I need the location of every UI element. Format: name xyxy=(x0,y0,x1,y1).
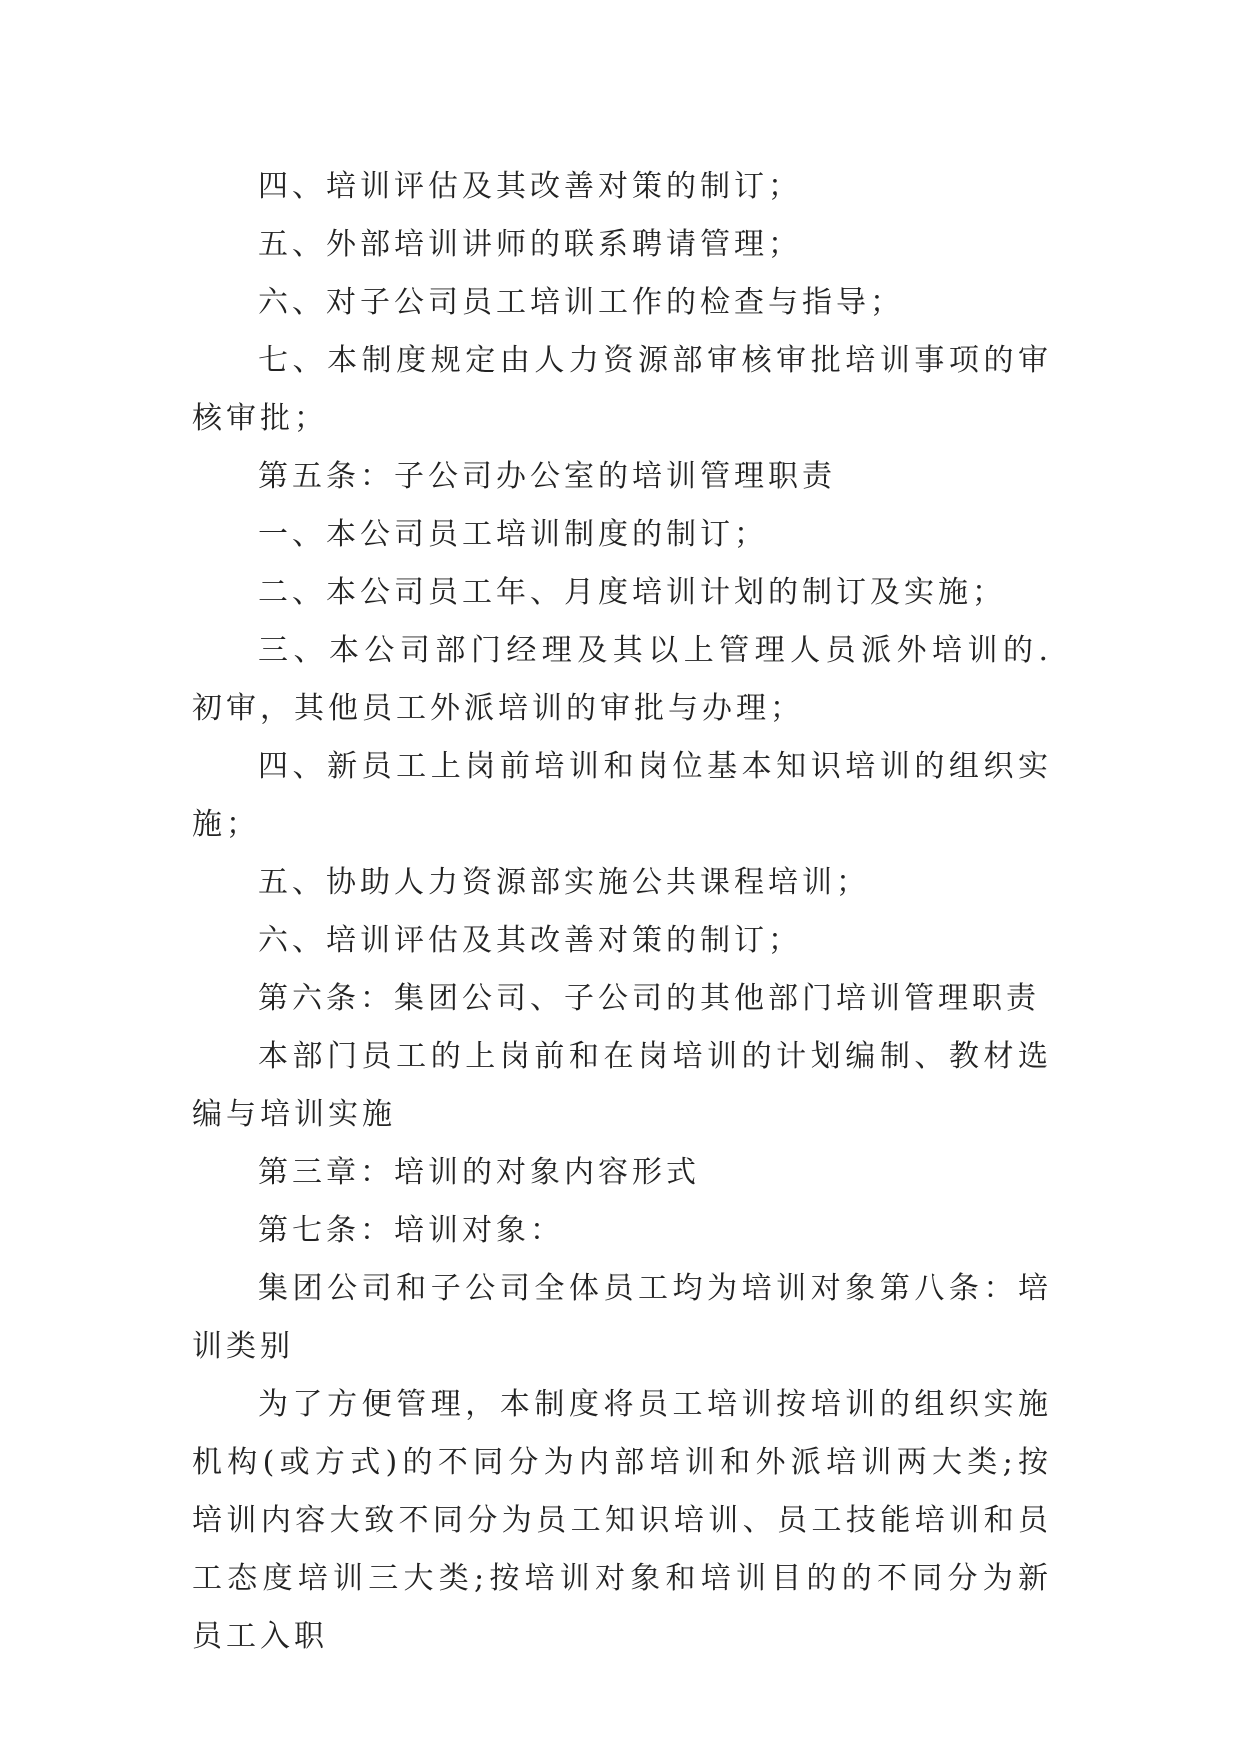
paragraph: 三、本公司部门经理及其以上管理人员派外培训的.初审，其他员工外派培训的审批与办理； xyxy=(192,633,1052,726)
paragraph: 本部门员工的上岗前和在岗培训的计划编制、教材选编与培训实施 xyxy=(192,1039,1052,1132)
paragraph: 五、协助人力资源部实施公共课程培训； xyxy=(258,865,870,900)
article-heading: 第五条：子公司办公室的培训管理职责 xyxy=(258,459,836,494)
article-heading: 第七条：培训对象： xyxy=(258,1213,564,1248)
article-heading: 第六条：集团公司、子公司的其他部门培训管理职责 xyxy=(258,981,1040,1016)
paragraph: 四、培训评估及其改善对策的制订； xyxy=(258,169,802,204)
chapter-heading: 第三章：培训的对象内容形式 xyxy=(258,1155,700,1190)
paragraph: 集团公司和子公司全体员工均为培训对象第八条：培训类别 xyxy=(192,1271,1052,1364)
paragraph: 六、培训评估及其改善对策的制订； xyxy=(258,923,802,958)
document-body xyxy=(192,158,1052,1666)
paragraph: 七、本制度规定由人力资源部审核审批培训事项的审核审批； xyxy=(192,343,1052,436)
paragraph: 六、对子公司员工培训工作的检查与指导； xyxy=(258,285,904,320)
paragraph: 五、外部培训讲师的联系聘请管理； xyxy=(258,227,802,262)
paragraph: 二、本公司员工年、月度培训计划的制订及实施； xyxy=(258,575,1006,610)
paragraph: 四、新员工上岗前培训和岗位基本知识培训的组织实施； xyxy=(192,749,1052,842)
paragraph: 一、本公司员工培训制度的制订； xyxy=(258,517,768,552)
paragraph: 为了方便管理，本制度将员工培训按培训的组织实施机构(或方式)的不同分为内部培训和外派培训两大类;按培训内容大致不同分为员工知识培训、员工技能培训和员工态度培训三大类;按培训对象和培训目的的不同分为新员工入职 xyxy=(192,1387,1052,1654)
